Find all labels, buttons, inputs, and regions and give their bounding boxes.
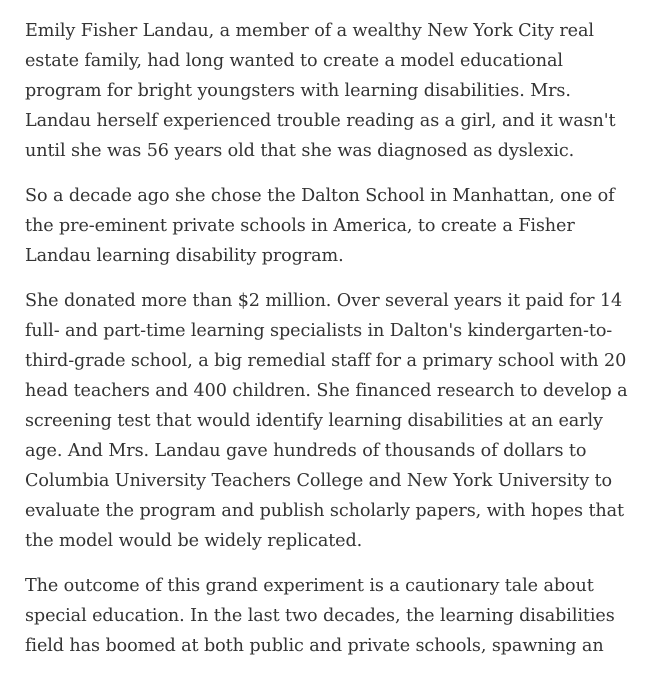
paragraph-2: So a decade ago she chose the Dalton School in Manhattan, one of the pre-eminent private schools in America, to create a Fisher Landau learning disability program. <box>25 186 615 266</box>
paragraph-3: She donated more than $2 million. Over several years it paid for 14 full- and part-time learning specialists in Dalton's kindergarten-to-third-grade school, a big remedial staff for a primary school with 20 head teachers and 400 children. She financed research to develop a screening test that would identify learning disabilities at an early age. And Mrs. Landau gave hundreds of thousands of dollars to Columbia University Teachers College and New York University to evaluate the program and publish scholarly papers, with hopes that the model would be widely replicated. <box>25 291 628 551</box>
paragraph-4: The outcome of this grand experiment is a cautionary tale about special education. In the last two decades, the learning disabilities field has boomed at both public and private schools, spawning an <box>25 576 615 656</box>
paragraph-1: Emily Fisher Landau, a member of a wealthy New York City real estate family, had long wanted to create a model educational program for bright youngsters with learning disabilities. Mrs. Landau herself experienced trouble reading as a girl, and it wasn't until she was 56 years old that she was diagnosed as dyslexic. <box>25 21 616 161</box>
article-body <box>25 16 637 676</box>
